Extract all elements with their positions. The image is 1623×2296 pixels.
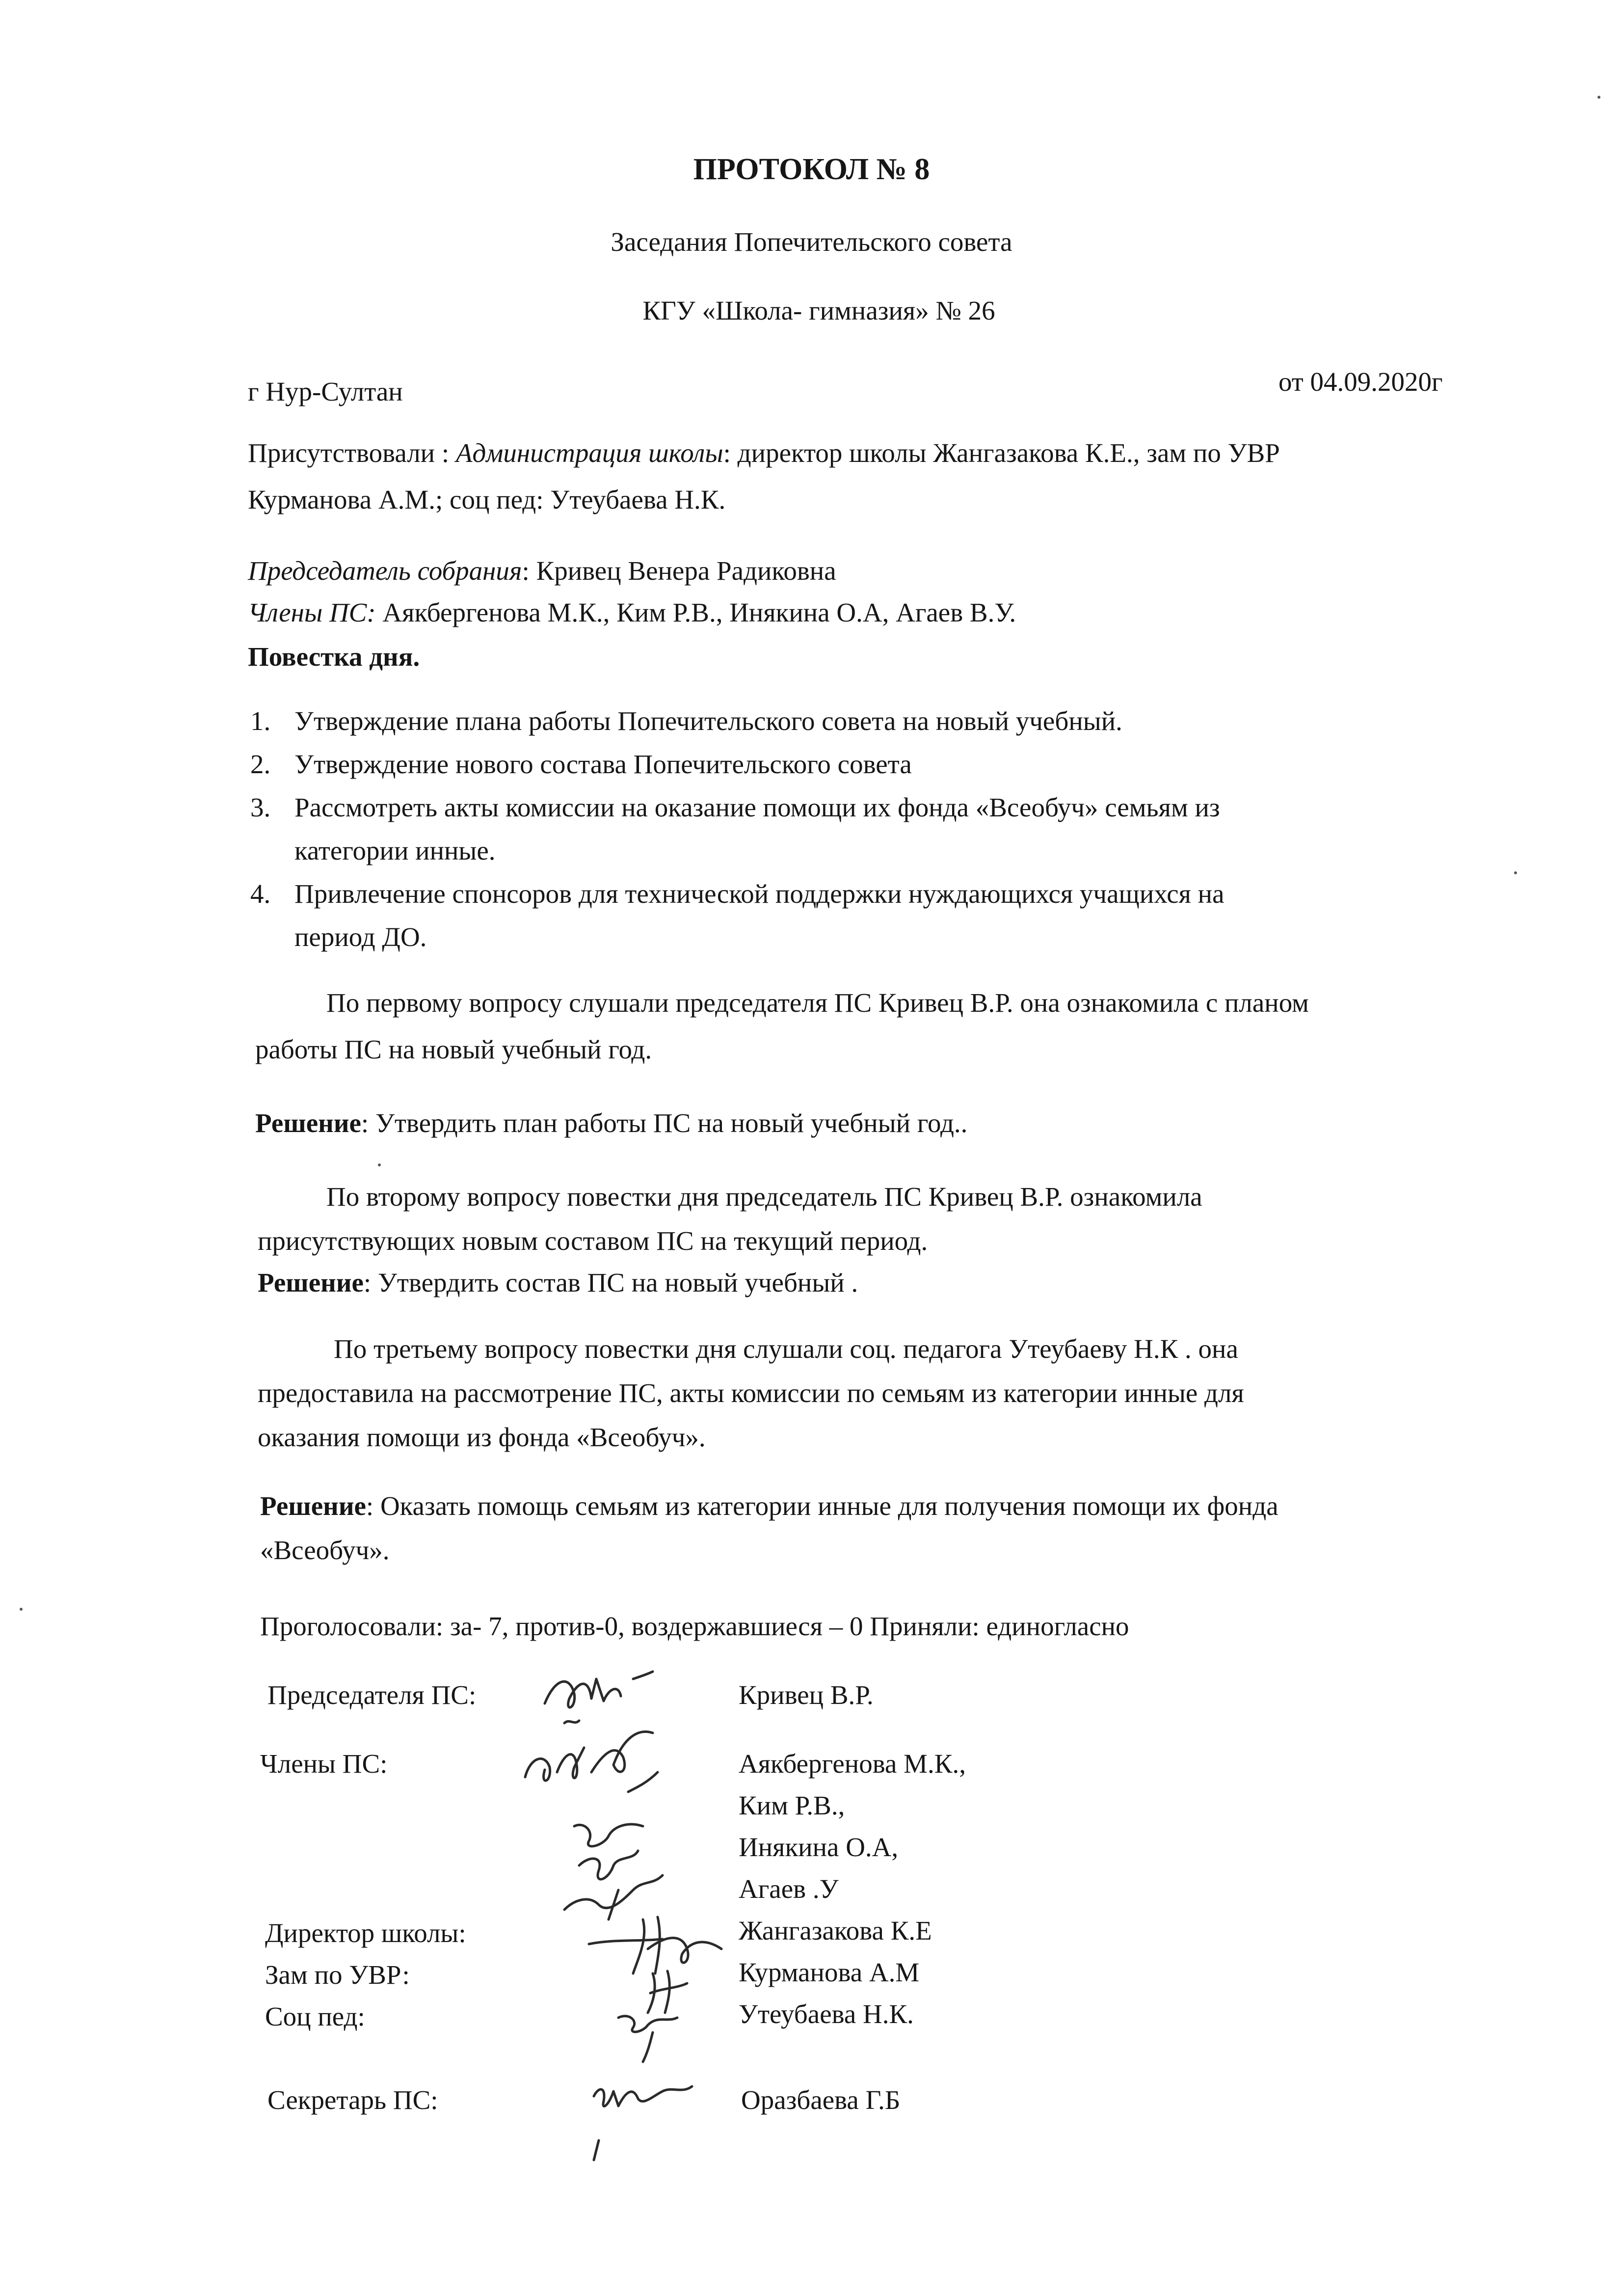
agenda-item: 2. Утверждение нового состава Попечительского совета	[250, 749, 912, 779]
document-subtitle-meeting: Заседания Попечительского совета	[611, 227, 1012, 257]
attendees-line-2: Курманова А.М.; соц пед: Утеубаева Н.К.	[248, 485, 726, 514]
chair-label: Председатель собрания	[248, 556, 522, 586]
scan-speck	[1514, 871, 1517, 874]
director-label: Директор школы:	[265, 1918, 466, 1948]
question-2-line-2: присутствующих новым составом ПС на текущий период.	[258, 1226, 928, 1256]
attendees-admin-list: : директор школы Жангазакова К.Е., зам по УВР	[723, 438, 1280, 468]
decision-3	[260, 1490, 1278, 1522]
question-3-line-3: оказания помощи из фонда «Всеобуч».	[258, 1422, 706, 1452]
question-3-line-1: По третьему вопросу повестки дня слушали соц. педагога Утеубаеву Н.К . она	[334, 1334, 1238, 1364]
members-signature-icon	[510, 1718, 687, 1816]
social-pedagogue-label: Соц пед:	[265, 2001, 365, 2031]
members-line	[248, 596, 1016, 629]
decision-3-line-1: : Оказать помощь семьям из категории инные для получения помощи их фонда	[366, 1491, 1278, 1521]
decision-2	[258, 1267, 858, 1299]
members-signature-2-icon	[535, 1807, 692, 1934]
city: г Нур-Султан	[248, 377, 403, 406]
member-name: Агаев .У	[739, 1874, 839, 1904]
social-pedagogue-name: Утеубаева Н.К.	[739, 1999, 914, 2029]
scan-speck	[378, 1163, 381, 1166]
deputy-label: Зам по УВР:	[265, 1960, 410, 1990]
document-title: ПРОТОКОЛ № 8	[693, 153, 930, 186]
member-name: Ким Р.В.,	[739, 1790, 845, 1820]
agenda-item: 4. Привлечение спонсоров для технической поддержки нуждающихся учащихся на	[250, 879, 1224, 909]
decision-1-text: : Утвердить план работы ПС на новый учебный год..	[361, 1108, 968, 1138]
secretary-label: Секретарь ПС:	[267, 2085, 438, 2115]
attendees-line-1	[248, 437, 1280, 469]
agenda-item-continuation: период ДО.	[294, 922, 427, 952]
decision-2-label: Решение	[258, 1268, 364, 1297]
member-name: Аякбергенова М.К.,	[739, 1749, 966, 1779]
agenda-heading: Повестка дня.	[248, 642, 420, 672]
agenda-item: 1. Утверждение плана работы Попечительского совета на новый учебный.	[250, 706, 1122, 736]
attendees-label: Присутствовали :	[248, 438, 456, 468]
decision-2-text: : Утвердить состав ПС на новый учебный .	[363, 1268, 858, 1297]
agenda-item-continuation: категории инные.	[294, 836, 496, 865]
question-1-line-2: работы ПС на новый учебный год.	[255, 1034, 652, 1064]
attendees-admin-label: Администрация школы	[455, 438, 723, 468]
chair-name: : Кривец Венера Радиковна	[522, 556, 836, 586]
scan-speck	[1597, 96, 1600, 99]
decision-3-line-2: «Всеобуч».	[260, 1535, 390, 1565]
agenda-item: 3. Рассмотреть акты комиссии на оказание помощи их фонда «Всеобуч» семьям из	[250, 792, 1220, 822]
members-signature-label: Члены ПС:	[260, 1749, 388, 1779]
member-name: Инякина О.А,	[739, 1832, 899, 1862]
decision-3-label: Решение	[260, 1491, 366, 1521]
chair-line	[248, 555, 836, 587]
secretary-name: Оразбаева Г.Б	[741, 2085, 901, 2115]
decision-1	[255, 1107, 967, 1139]
chair-signature-label: Председателя ПС:	[267, 1680, 477, 1710]
director-signature-icon	[584, 1905, 731, 1983]
scan-speck	[20, 1608, 23, 1611]
question-1-line-1: По первому вопросу слушали председателя ПС Кривец В.Р. она ознакомила с планом	[326, 988, 1309, 1018]
members-list: Аякбергенова М.К., Ким Р.В., Инякина О.А, Агаев В.У.	[375, 597, 1016, 627]
document-date: от 04.09.2020г	[1278, 367, 1443, 397]
question-3-line-2: предоставила на рассмотрение ПС, акты комиссии по семьям из категории инные для	[258, 1378, 1244, 1408]
secretary-signature-icon	[584, 2057, 702, 2170]
deputy-name: Курманова А.М	[739, 1957, 920, 1987]
document-subtitle-school: КГУ «Школа- гимназия» № 26	[642, 296, 995, 325]
deputy-signature-icon	[638, 1964, 697, 2018]
question-2-line-1: По второму вопросу повестки дня председатель ПС Кривец В.Р. ознакомила	[326, 1182, 1202, 1212]
vote-result: Проголосовали: за- 7, против-0, воздержавшиеся – 0 Приняли: единогласно	[260, 1611, 1129, 1641]
agenda-list	[250, 700, 1224, 959]
director-name: Жангазакова К.Е	[739, 1916, 932, 1945]
social-pedagogue-signature-icon	[604, 1993, 702, 2067]
chair-signature-name: Кривец В.Р.	[739, 1680, 874, 1710]
chair-signature-icon	[535, 1659, 682, 1743]
members-label: Члены ПС:	[248, 597, 376, 627]
decision-1-label: Решение	[255, 1108, 361, 1138]
